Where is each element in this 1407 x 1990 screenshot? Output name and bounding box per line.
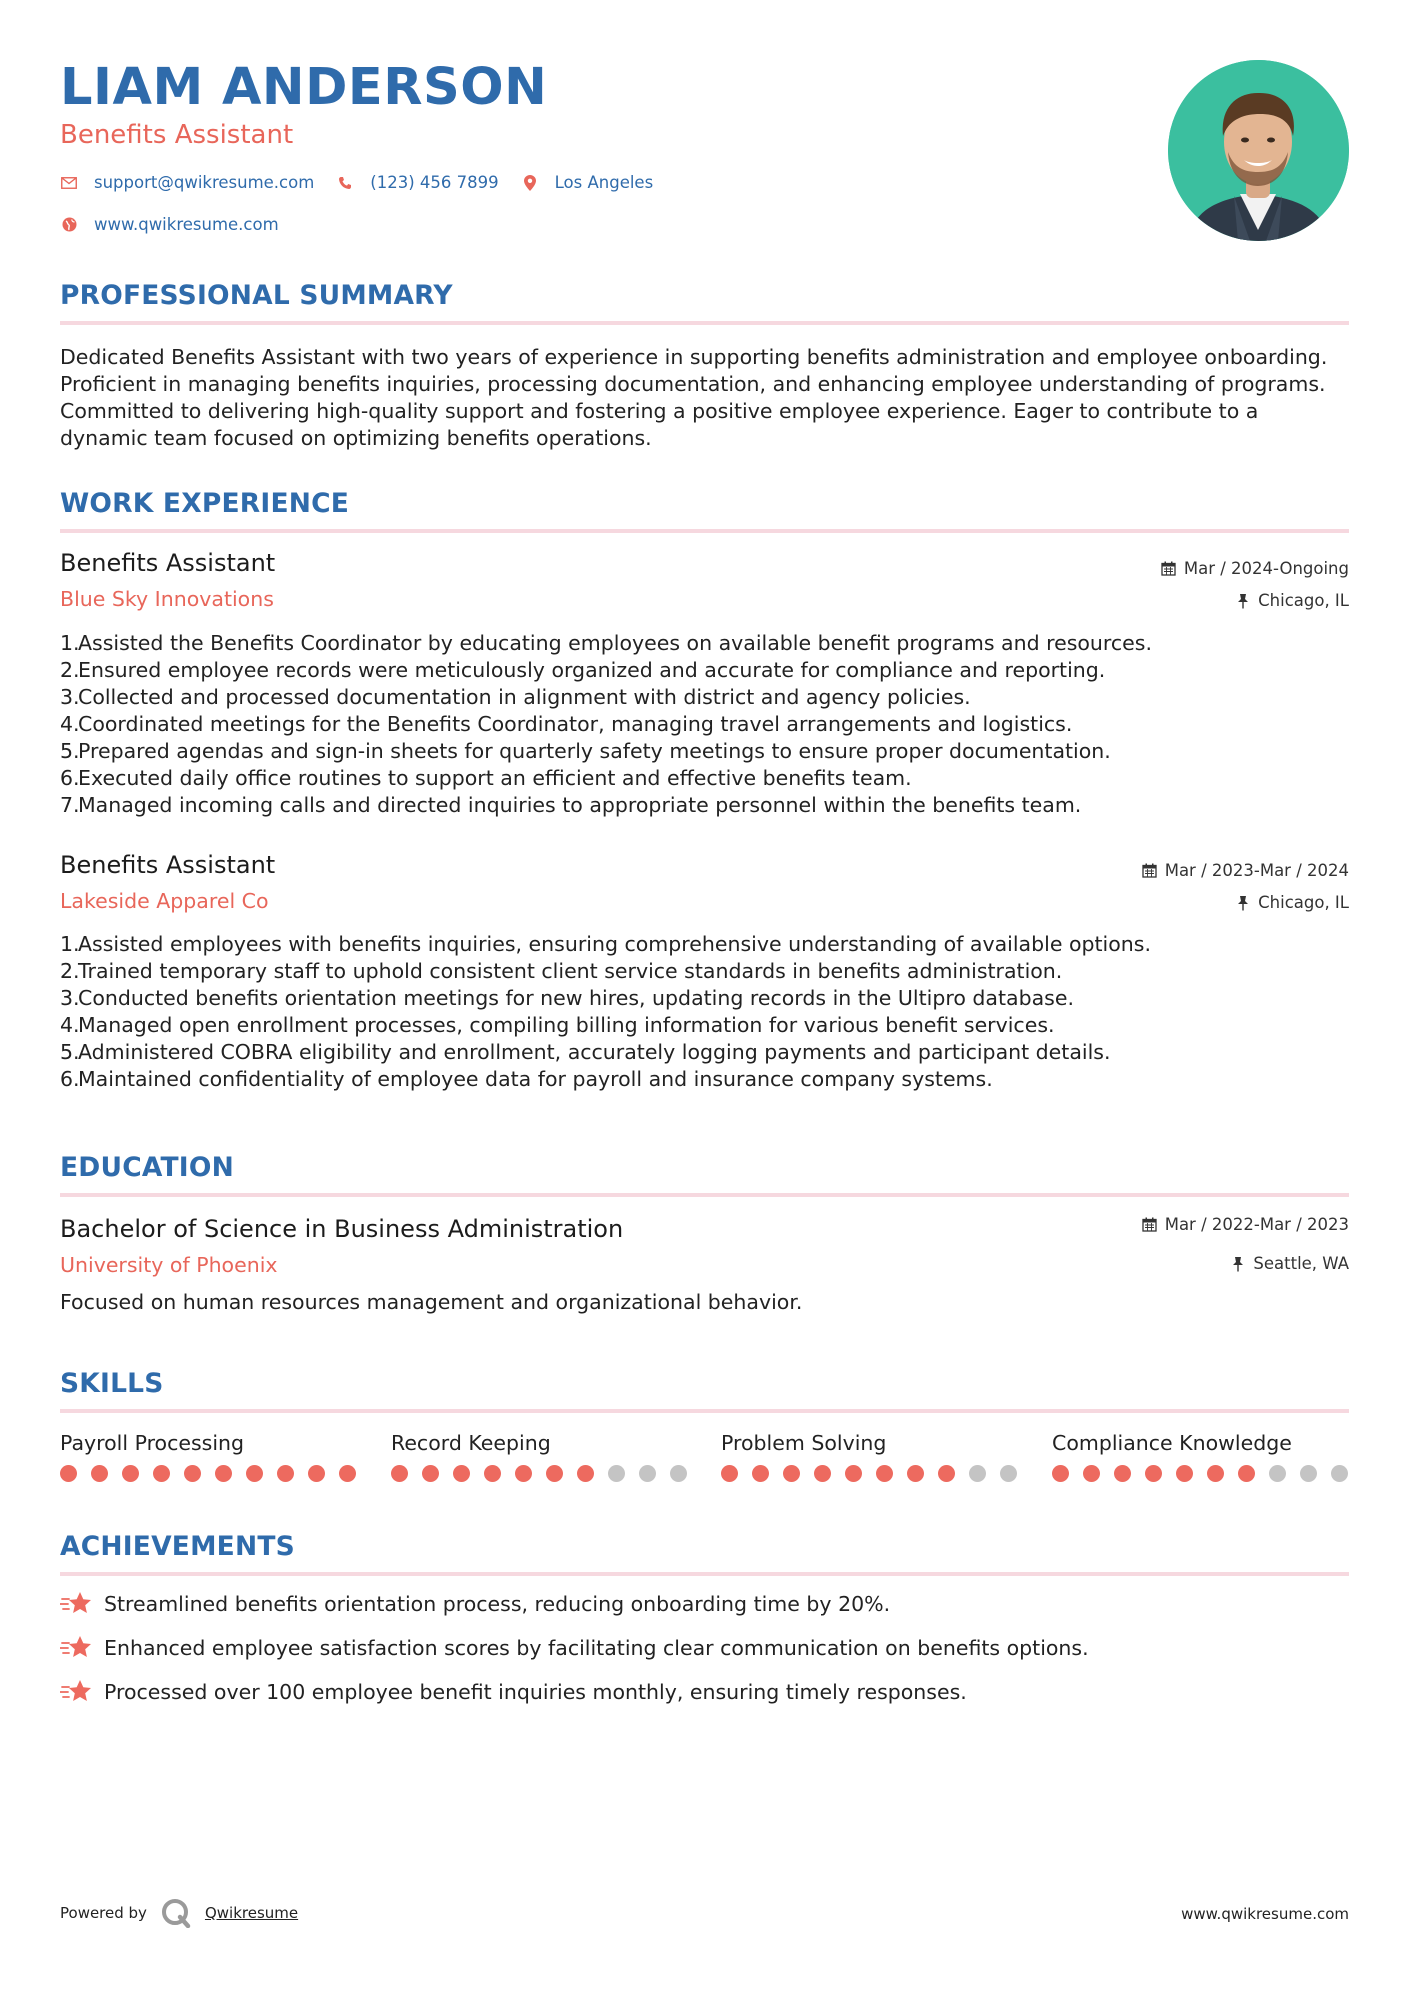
summary-text: Dedicated Benefits Assistant with two years of experience in supporting benefits administration and employee onboarding. Proficient in managing benefits inquiries, processing documentation, and enhancing employee understanding of programs. Committed to delivering high-quality support and fostering a positive employee experience. Eager to contribute to a dynamic team focused on optimizing benefits operations. xyxy=(60,345,1328,450)
rating-dot-filled xyxy=(339,1465,356,1482)
degree-title: Bachelor of Science in Business Administration xyxy=(60,1215,624,1243)
rating-dot-filled xyxy=(308,1465,325,1482)
education-location xyxy=(1230,1254,1349,1273)
item-number: 1. xyxy=(60,631,80,655)
responsibility-item xyxy=(60,657,1350,684)
responsibility-item xyxy=(60,958,1350,985)
contact-row-primary xyxy=(60,173,675,192)
item-number: 3. xyxy=(60,986,80,1010)
school-name: University of Phoenix xyxy=(60,1253,278,1277)
rating-dot-filled xyxy=(577,1465,594,1482)
item-number: 3. xyxy=(60,685,80,709)
rating-dot-filled xyxy=(752,1465,769,1482)
achievement-text: Processed over 100 employee benefit inquiries monthly, ensuring timely responses. xyxy=(104,1680,967,1704)
responsibility-item xyxy=(60,711,1350,738)
job-dates xyxy=(1161,559,1349,578)
summary-heading: PROFESSIONAL SUMMARY xyxy=(60,280,453,311)
education-description: Focused on human resources management and organizational behavior. xyxy=(60,1290,803,1314)
skill-rating xyxy=(60,1465,370,1482)
item-text: Executed daily office routines to support an efficient and effective benefits team. xyxy=(78,766,912,790)
rating-dot-filled xyxy=(1145,1465,1162,1482)
rating-dot-filled xyxy=(1114,1465,1131,1482)
pushpin-icon xyxy=(1230,1256,1246,1272)
contact-phone[interactable]: (123) 456 7899 xyxy=(370,173,499,192)
rating-dot-empty xyxy=(639,1465,656,1482)
rating-dot-filled xyxy=(814,1465,831,1482)
rating-dot-filled xyxy=(60,1465,77,1482)
responsibility-item xyxy=(60,738,1350,765)
rating-dot-filled xyxy=(876,1465,893,1482)
achievement-text: Enhanced employee satisfaction scores by facilitating clear communication on benefits options. xyxy=(104,1636,1089,1660)
rating-dot-filled xyxy=(391,1465,408,1482)
rating-dot-filled xyxy=(845,1465,862,1482)
responsibility-item xyxy=(60,765,1350,792)
rating-dot-filled xyxy=(721,1465,738,1482)
item-number: 4. xyxy=(60,1013,80,1037)
rating-dot-filled xyxy=(1052,1465,1069,1482)
experience-divider xyxy=(60,529,1349,533)
rating-dot-filled xyxy=(907,1465,924,1482)
item-text: Assisted employees with benefits inquiries, ensuring comprehensive understanding of available options. xyxy=(78,932,1151,956)
achievement-item xyxy=(60,1590,890,1618)
star-icon xyxy=(60,1634,92,1662)
rating-dot-filled xyxy=(246,1465,263,1482)
item-number: 1. xyxy=(60,932,80,956)
rating-dot-empty xyxy=(608,1465,625,1482)
job-responsibilities xyxy=(60,931,1350,1093)
summary-divider xyxy=(60,321,1349,325)
skills-divider xyxy=(60,1409,1349,1413)
skill-item xyxy=(391,1431,691,1455)
job-company: Blue Sky Innovations xyxy=(60,587,274,611)
job-title: Benefits Assistant xyxy=(60,851,276,879)
skill-item xyxy=(60,1431,360,1455)
job-company: Lakeside Apparel Co xyxy=(60,889,269,913)
item-text: Maintained confidentiality of employee data for payroll and insurance company systems. xyxy=(78,1067,993,1091)
calendar-icon xyxy=(1142,863,1158,879)
contact-row-secondary xyxy=(60,215,301,234)
skill-rating xyxy=(391,1465,701,1482)
skill-label: Record Keeping xyxy=(391,1431,551,1455)
item-text: Managed incoming calls and directed inquiries to appropriate personnel within the benefits team. xyxy=(78,793,1082,817)
experience-heading: WORK EXPERIENCE xyxy=(60,488,350,519)
envelope-icon xyxy=(60,174,78,192)
rating-dot-filled xyxy=(484,1465,501,1482)
rating-dot-empty xyxy=(969,1465,986,1482)
job-location-text: Chicago, IL xyxy=(1258,893,1349,912)
rating-dot-empty xyxy=(1331,1465,1348,1482)
item-number: 4. xyxy=(60,712,80,736)
achievement-item xyxy=(60,1634,1089,1662)
rating-dot-empty xyxy=(670,1465,687,1482)
education-dates xyxy=(1142,1215,1349,1234)
responsibility-item xyxy=(60,630,1350,657)
item-text: Managed open enrollment processes, compiling billing information for various benefit services. xyxy=(78,1013,1055,1037)
item-text: Conducted benefits orientation meetings for new hires, updating records in the Ultipro database. xyxy=(78,986,1074,1010)
skill-rating xyxy=(721,1465,1031,1482)
responsibility-item xyxy=(60,792,1350,819)
rating-dot-filled xyxy=(453,1465,470,1482)
rating-dot-filled xyxy=(91,1465,108,1482)
rating-dot-filled xyxy=(515,1465,532,1482)
rating-dot-filled xyxy=(546,1465,563,1482)
item-number: 6. xyxy=(60,1067,80,1091)
rating-dot-empty xyxy=(1269,1465,1286,1482)
skill-item xyxy=(1052,1431,1352,1455)
powered-by-label: Powered by xyxy=(60,1904,147,1922)
star-icon xyxy=(60,1678,92,1706)
job-location xyxy=(1235,893,1349,912)
item-number: 5. xyxy=(60,1040,80,1064)
responsibility-item xyxy=(60,985,1350,1012)
star-icon xyxy=(60,1590,92,1618)
item-number: 5. xyxy=(60,739,80,763)
contact-location: Los Angeles xyxy=(554,173,654,192)
rating-dot-filled xyxy=(938,1465,955,1482)
education-heading: EDUCATION xyxy=(60,1152,234,1183)
footer-website[interactable]: www.qwikresume.com xyxy=(1181,1905,1349,1923)
skill-label: Problem Solving xyxy=(721,1431,887,1455)
job-responsibilities xyxy=(60,630,1350,819)
candidate-name: LIAM ANDERSON xyxy=(60,58,548,117)
education-dates-text: Mar / 2022-Mar / 2023 xyxy=(1164,1215,1349,1234)
job-dates-text: Mar / 2023-Mar / 2024 xyxy=(1164,861,1349,880)
responsibility-item xyxy=(60,684,1350,711)
contact-website[interactable]: www.qwikresume.com xyxy=(94,215,279,234)
skill-label: Payroll Processing xyxy=(60,1431,245,1455)
achievements-heading: ACHIEVEMENTS xyxy=(60,1531,295,1562)
item-text: Trained temporary staff to uphold consistent client service standards in benefits administration. xyxy=(78,959,1063,983)
rating-dot-filled xyxy=(1238,1465,1255,1482)
profile-photo xyxy=(1168,60,1349,241)
rating-dot-filled xyxy=(122,1465,139,1482)
rating-dot-filled xyxy=(215,1465,232,1482)
skill-label: Compliance Knowledge xyxy=(1052,1431,1292,1455)
phone-icon xyxy=(336,174,354,192)
globe-icon xyxy=(60,216,78,234)
pushpin-icon xyxy=(1235,895,1251,911)
responsibility-item xyxy=(60,1039,1350,1066)
rating-dot-empty xyxy=(1000,1465,1017,1482)
item-number: 2. xyxy=(60,959,80,983)
rating-dot-filled xyxy=(422,1465,439,1482)
qwikresume-link[interactable]: Qwikresume xyxy=(204,1904,299,1922)
rating-dot-filled xyxy=(153,1465,170,1482)
rating-dot-filled xyxy=(277,1465,294,1482)
footer-powered-by xyxy=(60,1898,298,1928)
item-text: Administered COBRA eligibility and enrollment, accurately logging payments and participant details. xyxy=(78,1040,1111,1064)
job-dates-text: Mar / 2024-Ongoing xyxy=(1183,559,1349,578)
calendar-icon xyxy=(1142,1217,1158,1233)
item-text: Coordinated meetings for the Benefits Coordinator, managing travel arrangements and logistics. xyxy=(78,712,1073,736)
pushpin-icon xyxy=(1235,593,1251,609)
candidate-headline: Benefits Assistant xyxy=(60,120,294,150)
item-number: 6. xyxy=(60,766,80,790)
rating-dot-filled xyxy=(1207,1465,1224,1482)
item-text: Prepared agendas and sign-in sheets for quarterly safety meetings to ensure proper documentation. xyxy=(78,739,1111,763)
calendar-icon xyxy=(1161,561,1177,577)
skills-heading: SKILLS xyxy=(60,1368,164,1399)
rating-dot-filled xyxy=(1176,1465,1193,1482)
rating-dot-filled xyxy=(184,1465,201,1482)
job-location-text: Chicago, IL xyxy=(1258,591,1349,610)
rating-dot-filled xyxy=(1083,1465,1100,1482)
education-location-text: Seattle, WA xyxy=(1253,1254,1349,1273)
item-number: 2. xyxy=(60,658,80,682)
item-text: Ensured employee records were meticulously organized and accurate for compliance and reporting. xyxy=(78,658,1106,682)
qwikresume-logo-icon xyxy=(161,1898,191,1928)
achievements-divider xyxy=(60,1572,1349,1576)
location-pin-icon xyxy=(521,174,539,192)
responsibility-item xyxy=(60,931,1350,958)
job-dates xyxy=(1142,861,1349,880)
achievement-item xyxy=(60,1678,967,1706)
responsibility-item xyxy=(60,1066,1350,1093)
achievement-text: Streamlined benefits orientation process, reducing onboarding time by 20%. xyxy=(104,1592,891,1616)
education-divider xyxy=(60,1193,1349,1197)
item-text: Assisted the Benefits Coordinator by educating employees on available benefit programs and resources. xyxy=(78,631,1152,655)
contact-email[interactable]: support@qwikresume.com xyxy=(94,173,315,192)
job-title: Benefits Assistant xyxy=(60,549,276,577)
skill-item xyxy=(721,1431,1021,1455)
item-text: Collected and processed documentation in alignment with district and agency policies. xyxy=(78,685,971,709)
rating-dot-filled xyxy=(783,1465,800,1482)
responsibility-item xyxy=(60,1012,1350,1039)
item-number: 7. xyxy=(60,793,80,817)
job-location xyxy=(1235,591,1349,610)
rating-dot-empty xyxy=(1300,1465,1317,1482)
skill-rating xyxy=(1052,1465,1362,1482)
